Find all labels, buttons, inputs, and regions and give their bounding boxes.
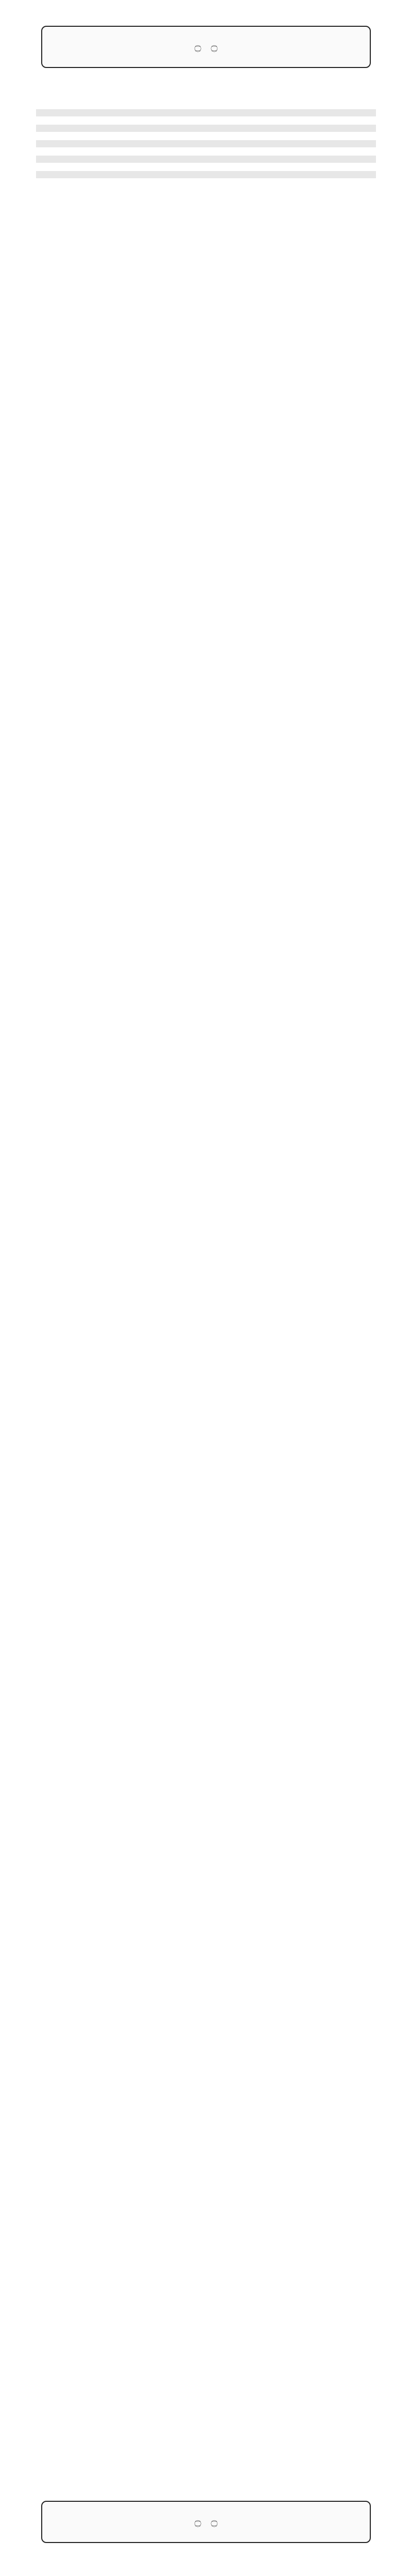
header-verse	[53, 36, 359, 58]
header-verse-box	[41, 26, 371, 68]
text-block	[36, 109, 376, 178]
document-body	[36, 109, 376, 178]
verse-ornament-icon: ۝	[194, 40, 201, 53]
verse-ornament-icon: ۝	[211, 2515, 218, 2529]
text-line	[36, 109, 376, 116]
footer-verse-box	[41, 2501, 371, 2543]
text-line	[36, 156, 376, 163]
verse-ornament-icon: ۝	[194, 2515, 201, 2529]
text-line	[36, 140, 376, 147]
footer-verse	[53, 2511, 359, 2533]
verse-ornament-icon: ۝	[211, 40, 218, 53]
text-line	[36, 171, 376, 178]
text-line	[36, 125, 376, 132]
